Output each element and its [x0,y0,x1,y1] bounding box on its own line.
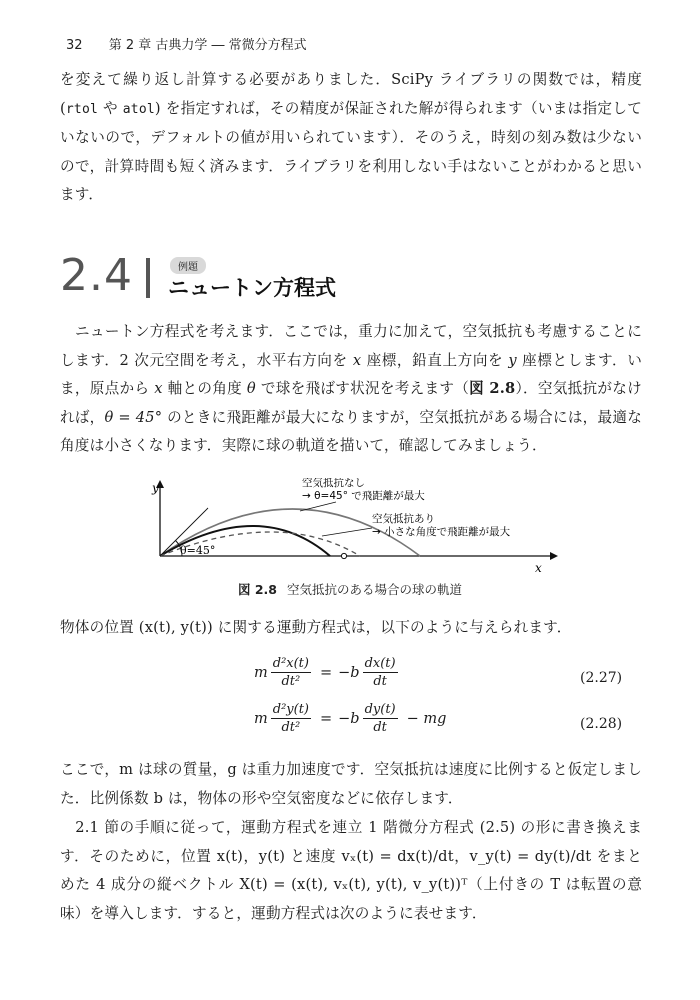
running-header [66,34,307,53]
second-derivative [271,702,311,735]
equation-number: (2.27) [580,670,623,686]
math-theta-equation: θ = 45° [104,408,163,426]
code-atol: atol [122,101,155,117]
body-paragraph [60,318,642,461]
angle-label: θ=45° [180,544,216,557]
mass-symbol: m [254,710,268,727]
section-divider [146,258,150,298]
body-text: 座標，鉛直上方向を [361,351,509,369]
drag-coefficient: −b [338,664,360,681]
x-axis-arrow [550,552,558,560]
example-tag: 例題 [170,257,206,274]
chapter-title: 第 2 章 古典力学 ― 常微分方程式 [108,38,307,53]
fraction-denominator: dt [373,674,387,689]
intro-text-3: ) を指定すれば，その精度が保証された解が得られます（いまは指定していないので，デフォルトの値が用いられています）．そのうえ，時刻の刻み数は少ないので，計算時間も短く済みます．ライブラリを利用しない手はないことがわかると思います． [60,99,642,203]
paragraph-final: 2.1 節の手順に従って，運動方程式を連立 1 階微分方程式 (2.5) の形に書き換えます．そのために，位置 x(t)，y(t) と速度 vₓ(t) = dx(t)/dt，v_y(t) = dy(t)/dt をまとめた 4 成分の縦ベクトル X(t) = (x(t), vₓ(t), y(t), v_y(t))ᵀ（上付きの T は転置の意味）を導入します．すると，運動方程式は次のように表せます． [60,819,642,922]
equation-number: (2.28) [580,716,623,732]
math-theta: θ [246,380,256,397]
fraction-denominator: dt [373,720,387,735]
label-no-drag-1: 空気抵抗なし [302,478,365,489]
fraction-numerator: d²y(t) [272,702,309,717]
first-derivative [363,702,398,735]
caption-text: 空気抵抗のある場合の球の軌道 [286,582,462,597]
equals-sign: = [319,664,333,681]
label-drag-2: → 小さな角度で飛距離が最大 [372,526,511,538]
body-text: 座標とします．いま，原点から [60,351,642,397]
mass-symbol: m [254,664,268,681]
equation-2-27 [254,656,401,689]
fraction-denominator: dt² [281,674,301,689]
body-text: のときに飛距離が最大になりますが，空気抵抗がある場合には，最適な角度は小さくなります．実際に球の軌道を描いて，確認してみましょう． [60,408,642,454]
figure-reference: 図 2.8 [469,380,516,397]
body-text: ）．空気抵抗がなければ， [60,380,642,426]
body-text: ニュートン方程式を考えます．ここでは，重力に加えて，空気抵抗も考慮することにします．2 次元空間を考え，水平右方向を [60,323,642,369]
section-title: ニュートン方程式 [168,276,336,300]
caption-number: 図 2.8 [237,582,277,597]
section-number: 2.4 [60,250,133,301]
label-drag-1: 空気抵抗あり [372,513,435,525]
drag-coefficient: −b [338,710,360,727]
figure-caption [0,580,700,598]
intro-paragraph [60,66,642,210]
math-x: x [154,380,163,397]
callout-no-drag [300,502,336,511]
equation-2-28 [254,702,446,735]
callout-drag [322,528,372,536]
paragraph-after-equations: ここで，m は球の質量，g は重力加速度です．空気抵抗は速度に比例すると仮定しました．比例係数 b は，物体の形や空気密度などに依存します． [60,761,642,807]
body-text: で球を飛ばす状況を考えます（ [255,380,470,397]
landing-point [341,553,346,558]
fraction-numerator: d²x(t) [272,656,309,671]
trajectory-figure [150,478,570,573]
y-axis-label: y [152,481,159,495]
equals-sign: = [320,710,333,727]
math-y: y [508,351,517,369]
equation-intro: 物体の位置 (x(t), y(t)) に関する運動方程式は，以下のように与えられます． [60,619,572,636]
label-no-drag-2: → θ=45° で飛距離が最大 [302,490,425,502]
intro-text-1: を変えて繰り返し計算する必要がありました．SciPy ライブラリの関数では，精度 ( [60,71,642,117]
x-axis-label: x [535,561,542,573]
math-x: x [352,351,362,369]
page-number: 32 [66,38,83,53]
gravity-term: − mg [406,710,447,727]
code-rtol: rtol [65,101,99,117]
fraction-numerator: dx(t) [364,656,396,671]
fraction-denominator: dt² [281,720,301,735]
first-derivative [363,656,398,689]
second-derivative [271,656,311,689]
body-text: 軸との角度 [162,380,247,397]
fraction-numerator: dy(t) [364,702,396,717]
intro-text-2: や [98,99,123,117]
